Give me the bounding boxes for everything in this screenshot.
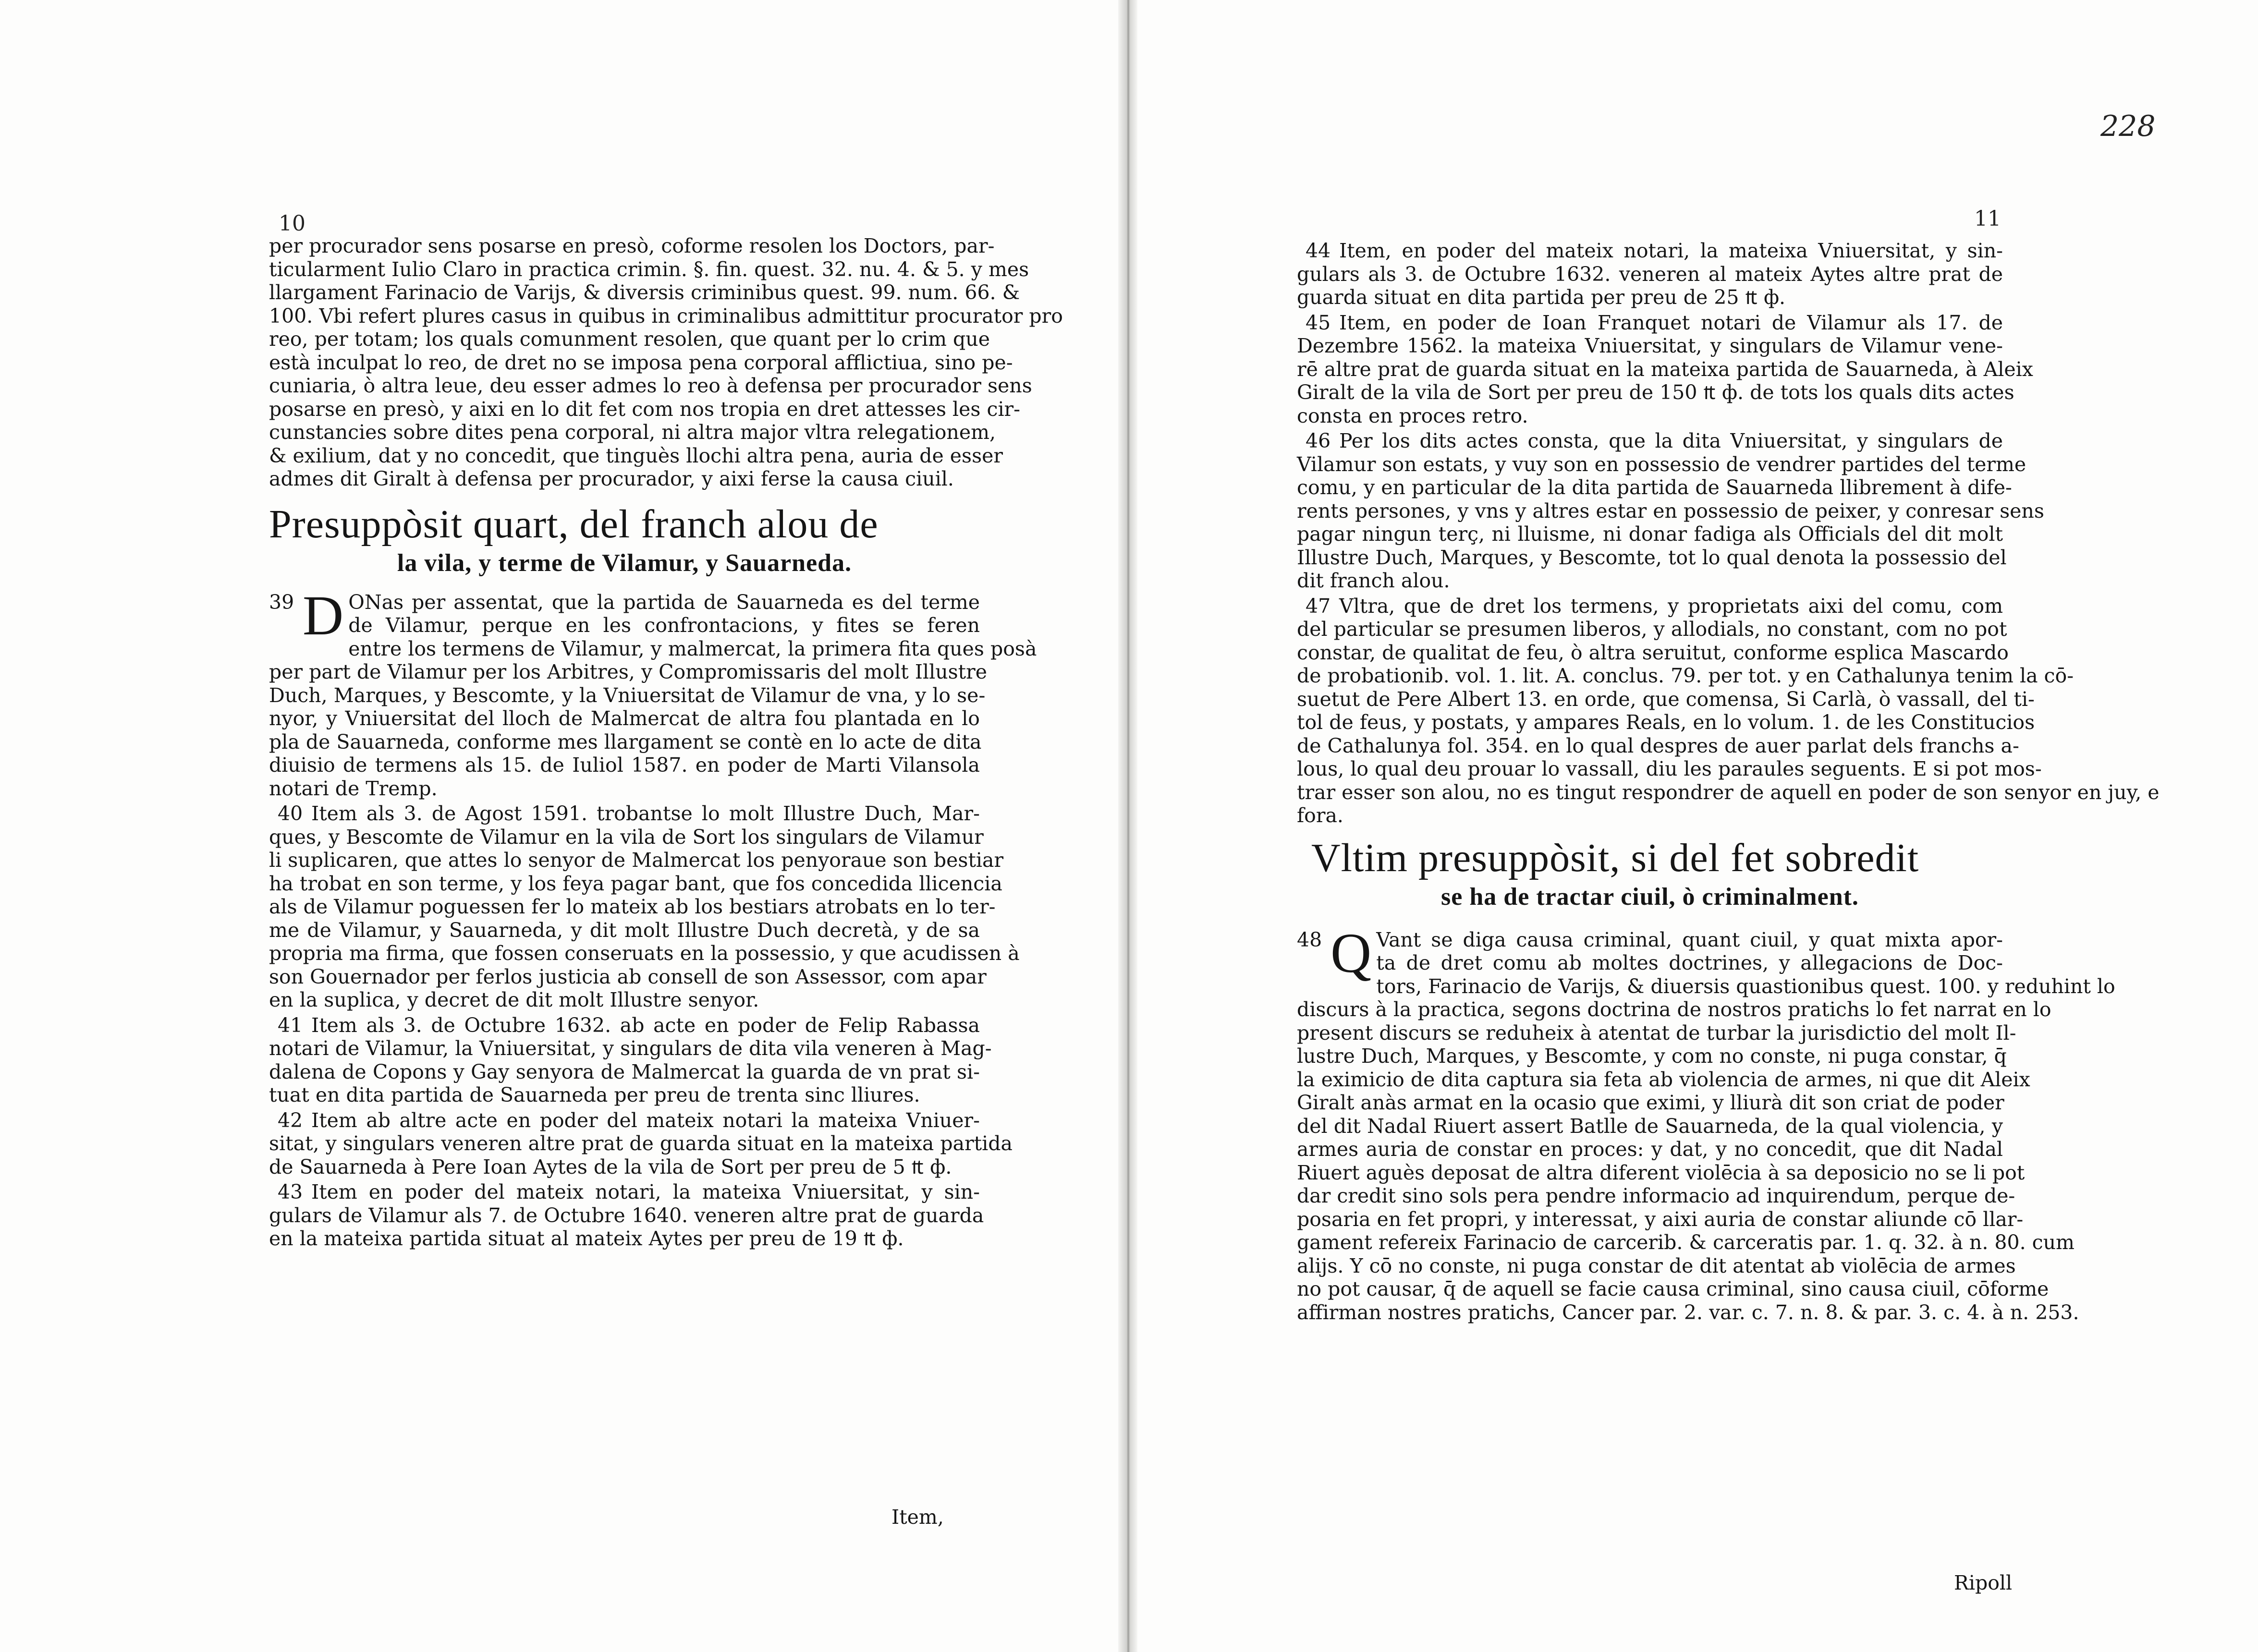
text-line: trar esser son alou, no es tingut respondrer de aquell en poder de son senyor en juy, e bbox=[1297, 780, 2160, 804]
right-heading-title: Vltim presuppòsit, si del fet sobredit bbox=[1311, 835, 1919, 880]
paragraph bbox=[269, 802, 1020, 1012]
text-line: suetut de Pere Albert 13. en orde, que comensa, Si Carlà, ò vassall, del ti- bbox=[1297, 687, 2035, 711]
text-line: per procurador sens posarse en presò, coforme resolen los Doctors, par- bbox=[269, 234, 995, 257]
paragraph-number: 39 bbox=[269, 590, 294, 614]
text-line: notari de Tremp. bbox=[269, 777, 438, 800]
text-line: rē altre prat de guarda situat en la mateixa partida de Sauarneda, à Aleix bbox=[1297, 357, 2033, 381]
text-line: de Cathalunya fol. 354. en lo qual despres de auer parlat dels franchs a- bbox=[1297, 734, 2019, 757]
text-line: me de Vilamur, y Sauarneda, y dit molt Illustre Duch decretà, y de sa bbox=[269, 918, 980, 942]
text-line: Riuert aguès deposat de altra diferent violēcia à sa deposicio no se li pot bbox=[1297, 1161, 2025, 1184]
left-page-number: 10 bbox=[279, 211, 305, 236]
paragraph bbox=[1297, 594, 2160, 827]
text-line: dalena de Copons y Gay senyora de Malmercat la guarda de vn prat si- bbox=[269, 1060, 980, 1083]
text-line: Giralt de la vila de Sort per preu de 150 ₶ ф. de tots los quals dits actes bbox=[1297, 381, 2014, 404]
text-line: Vilamur son estats, y vuy son en possessio de vendrer partides del terme bbox=[1297, 452, 2026, 476]
text-line: gulars als 3. de Octubre 1632. veneren al mateix Aytes altre prat de bbox=[1297, 262, 2003, 286]
text-line: gament refereix Farinacio de carcerib. & carceratis par. 1. q. 32. à n. 80. cum bbox=[1297, 1231, 2075, 1254]
text-line: discurs à la practica, segons doctrina de nostros pratichs lo fet narrat en lo bbox=[1297, 998, 2051, 1021]
right-heading bbox=[1297, 836, 2003, 914]
text-line: de probationib. vol. 1. lit. A. conclus. 79. per tot. y en Cathalunya tenim la cō- bbox=[1297, 664, 2074, 687]
text-line bbox=[1297, 429, 2003, 453]
text-line: tol de feus, y postats, y ampares Reals, en lo volum. 1. de les Constitucios bbox=[1297, 711, 2035, 734]
text-line: del particular se presumen liberos, y allodials, no constant, com no pot bbox=[1297, 618, 2007, 641]
paragraph-first-line: Per los dits actes consta, que la dita Vniuersitat, y singulars de bbox=[1339, 429, 2003, 452]
text-line: consta en proces retro. bbox=[1297, 404, 1528, 427]
text-line: de Vilamur, perque en les confrontacions, y fites se feren bbox=[348, 614, 980, 637]
text-line bbox=[269, 1180, 980, 1204]
text-line: dar credit sino sols pera pendre informacio ad inquirendum, perque de- bbox=[1297, 1184, 2015, 1207]
paragraph bbox=[269, 583, 1037, 801]
paragraph-number: 41 bbox=[278, 1013, 303, 1037]
left-intro-text bbox=[269, 234, 1063, 491]
text-line: de Sauarneda à Pere Ioan Aytes de la vila de Sort per preu de 5 ₶ ф. bbox=[269, 1155, 952, 1178]
text-line: posarse en presò, y aixi en lo dit fet com nos tropia en dret attesses les cir- bbox=[269, 397, 1021, 421]
text-line: Duch, Marques, y Bescomte, y la Vniuersitat de Vilamur de vna, y lo se- bbox=[269, 683, 986, 707]
text-line: Giralt anàs armat en la ocasio que eximi, y lliurà dit son criat de poder bbox=[1297, 1091, 2004, 1114]
text-line: 100. Vbi refert plures casus in quibus in criminalibus admittitur procurator pro bbox=[269, 304, 1063, 328]
text-line: cuniaria, ò altra leue, deu esser admes lo reo à defensa per procurador sens bbox=[269, 374, 1032, 397]
text-line bbox=[1297, 239, 2003, 263]
text-line: ticularment Iulio Claro in practica crimin. §. fin. quest. 32. nu. 4. & 5. y mes bbox=[269, 257, 1029, 281]
text-line: dit franch alou. bbox=[1297, 569, 1450, 592]
text-line: ques, y Bescomte de Vilamur en la vila de Sort los singulars de Vilamur bbox=[269, 825, 984, 849]
paragraph bbox=[269, 1013, 992, 1107]
paragraph-first-line: Vltra, que de dret los termens, y proprietats aixi del comu, com bbox=[1339, 594, 2003, 618]
folio-number: 228 bbox=[2100, 109, 2156, 143]
paragraph-first-line: Item, en poder de Ioan Franquet notari de Vilamur als 17. de bbox=[1339, 311, 2003, 334]
text-line: Dezembre 1562. la mateixa Vniuersitat, y singulars de Vilamur vene- bbox=[1297, 334, 2003, 357]
text-line: propria ma firma, que fossen conseruats en la possessio, y que acudissen à bbox=[269, 942, 1020, 965]
text-line: fora. bbox=[1297, 804, 1343, 827]
text-line bbox=[269, 1109, 980, 1132]
right-page-body bbox=[1297, 239, 2160, 1326]
text-line: posaria en fet propri, y interessat, y aixi auria de constar aliunde cō llar- bbox=[1297, 1207, 2024, 1231]
paragraph-first-line: Item als 3. de Octubre 1632. ab acte en poder de Felip Rabassa bbox=[311, 1013, 980, 1037]
text-line: no pot causar, q̄ de aquell se facie causa criminal, sino causa ciuil, cōforme bbox=[1297, 1277, 2049, 1300]
text-line: Illustre Duch, Marques, y Bescomte, tot lo qual denota la possessio del bbox=[1297, 546, 2007, 569]
paragraph bbox=[1297, 921, 2115, 1324]
paragraph-number: 40 bbox=[278, 802, 303, 825]
paragraph bbox=[1297, 239, 2003, 309]
right-heading-subtitle: se ha de tractar ciuil, ò criminalment. bbox=[1441, 883, 1859, 911]
paragraph-first-line: Item ab altre acte en poder del mateix notari la mateixa Vniuer- bbox=[311, 1108, 980, 1132]
paragraph-number: 46 bbox=[1306, 429, 1331, 452]
text-line bbox=[1297, 595, 2003, 618]
text-line: son Gouernador per ferlos justicia ab consell de son Assessor, com apar bbox=[269, 965, 987, 988]
text-line: tuat en dita partida de Sauarneda per preu de trenta sinc lliures. bbox=[269, 1083, 920, 1106]
paragraph-first-line: Item en poder del mateix notari, la mateixa Vniuersitat, y sin- bbox=[311, 1180, 980, 1203]
text-line: entre los termens de Vilamur, y malmercat, la primera fita ques posà bbox=[348, 637, 1037, 660]
text-line: per part de Vilamur per los Arbitres, y Compromissaris del molt Illustre bbox=[269, 660, 987, 683]
text-line: pla de Sauarneda, conforme mes llargament se contè en lo acte de dita bbox=[269, 730, 982, 753]
left-catchword: Item, bbox=[891, 1506, 944, 1529]
text-line: guarda situat en dita partida per preu de 25 ₶ ф. bbox=[1297, 286, 1786, 309]
text-line: sitat, y singulars veneren altre prat de guarda situat en la mateixa partida bbox=[269, 1132, 1013, 1155]
text-line: li suplicaren, que attes lo senyor de Malmercat los penyoraue son bestiar bbox=[269, 849, 1004, 872]
text-line bbox=[269, 1014, 980, 1037]
paragraph-number: 45 bbox=[1306, 311, 1331, 334]
text-line: rents persones, y vns y altres estar en possessio de peixer, y conresar sens bbox=[1297, 499, 2044, 522]
text-line: reo, per totam; los quals comunment resolen, que quant per lo crim que bbox=[269, 328, 990, 351]
book-gutter bbox=[1118, 0, 1137, 1652]
text-line: & exilium, dat y no concedit, que tinguès llochi altra pena, auria de esser bbox=[269, 444, 1003, 467]
text-line: diuisio de termens als 15. de Iuliol 1587. en poder de Marti Vilansola bbox=[269, 753, 980, 777]
text-line: cunstancies sobre dites pena corporal, ni altra major vltra relegationem, bbox=[269, 421, 996, 444]
left-heading-subtitle: la vila, y terme de Vilamur, y Sauarneda. bbox=[397, 549, 852, 577]
text-line: notari de Vilamur, la Vniuersitat, y singulars de dita vila veneren à Mag- bbox=[269, 1037, 992, 1060]
text-line: del dit Nadal Riuert assert Batlle de Sauarneda, de la qual violencia, y bbox=[1297, 1114, 2003, 1138]
text-line: als de Vilamur poguessen fer lo mateix ab los bestiars atrobats en lo ter- bbox=[269, 895, 996, 918]
right-page-number: 11 bbox=[1974, 206, 2001, 231]
text-line: admes dit Giralt à defensa per procurador, y aixi ferse la causa ciuil. bbox=[269, 467, 954, 490]
drop-capital: Q bbox=[1330, 921, 1372, 984]
text-line: en la mateixa partida situat al mateix Aytes per preu de 19 ₶ ф. bbox=[269, 1227, 904, 1250]
drop-capital: D bbox=[303, 583, 344, 647]
paragraph bbox=[269, 1108, 1013, 1179]
paragraph-first-line: Item, en poder del mateix notari, la mateixa Vniuersitat, y sin- bbox=[1339, 239, 2003, 262]
text-line: comu, y en particular de la dita partida de Sauarneda llibrement à dife- bbox=[1297, 476, 2012, 499]
left-heading bbox=[269, 502, 980, 580]
text-line: llargament Farinacio de Varijs, & diversis criminibus quest. 99. num. 66. & bbox=[269, 281, 1020, 304]
text-line: està inculpat lo reo, de dret no se imposa pena corporal afflictiua, sino pe- bbox=[269, 351, 1013, 374]
text-line: affirman nostres pratichs, Cancer par. 2. var. c. 7. n. 8. & par. 3. c. 4. à n. 253. bbox=[1297, 1300, 2079, 1324]
paragraph-48 bbox=[1297, 921, 2115, 1324]
text-line bbox=[269, 802, 980, 826]
paragraph-number: 47 bbox=[1306, 594, 1331, 618]
text-line: gulars de Vilamur als 7. de Octubre 1640. veneren altre prat de guarda bbox=[269, 1203, 984, 1227]
text-line: tors, Farinacio de Varijs, & diuersis quastionibus quest. 100. y reduhint lo bbox=[1376, 974, 2115, 998]
text-line: armes auria de constar en proces: y dat, y no concedit, que dit Nadal bbox=[1297, 1138, 2003, 1161]
left-heading-title: Presuppòsit quart, del franch alou de bbox=[269, 501, 879, 547]
text-line: la eximicio de dita captura sia feta ab violencia de armes, ni que dit Aleix bbox=[1297, 1068, 2030, 1091]
text-line: alijs. Y cō no conste, ni puga constar de dit atentat ab violēcia de armes bbox=[1297, 1254, 2016, 1277]
left-paragraphs bbox=[269, 583, 1037, 1251]
paragraph bbox=[1297, 429, 2044, 593]
text-line: ha trobat en son terme, y los feya pagar bant, que fos concedida llicencia bbox=[269, 872, 1002, 895]
text-line: ta de dret comu ab moltes doctrines, y allegacions de Doc- bbox=[1376, 951, 2003, 974]
text-line: pagar ningun terç, ni lluisme, ni donar fadiga als Officials del dit molt bbox=[1297, 522, 2003, 546]
text-line: nyor, y Vniuersitat del lloch de Malmercat de altra fou plantada en lo bbox=[269, 707, 980, 730]
text-line: Vant se diga causa criminal, quant ciuil, y quat mixta apor- bbox=[1376, 928, 2003, 951]
text-line: constar, de qualitat de feu, ò altra seruitut, conforme esplica Mascardo bbox=[1297, 641, 2009, 664]
text-line bbox=[1297, 311, 2003, 335]
left-page-body bbox=[269, 234, 1063, 1252]
right-catchword: Ripoll bbox=[1954, 1571, 2013, 1594]
paragraph-number: 43 bbox=[278, 1180, 303, 1203]
paragraph-number: 48 bbox=[1297, 928, 1322, 951]
text-line: lous, lo qual deu prouar lo vassall, diu les paraules seguents. E si pot mos- bbox=[1297, 757, 2042, 780]
right-paragraphs bbox=[1297, 239, 2160, 827]
right-page bbox=[1137, 0, 2258, 1652]
left-page bbox=[0, 0, 1118, 1652]
text-line: ONas per assentat, que la partida de Sauarneda es del terme bbox=[348, 590, 980, 614]
text-line: present discurs se reduheix à atentat de turbar la jurisdictio del molt Il- bbox=[1297, 1021, 2016, 1045]
paragraph bbox=[269, 1180, 984, 1251]
paragraph-number: 42 bbox=[278, 1108, 303, 1132]
text-line: en la suplica, y decret de dit molt Illustre senyor. bbox=[269, 988, 759, 1011]
paragraph-first-line: Item als 3. de Agost 1591. trobantse lo molt Illustre Duch, Mar- bbox=[311, 802, 980, 825]
paragraph-number: 44 bbox=[1306, 239, 1331, 262]
paragraph bbox=[1297, 311, 2033, 428]
text-line: lustre Duch, Marques, y Bescomte, y com no conste, ni puga constar, q̄ bbox=[1297, 1045, 2007, 1068]
